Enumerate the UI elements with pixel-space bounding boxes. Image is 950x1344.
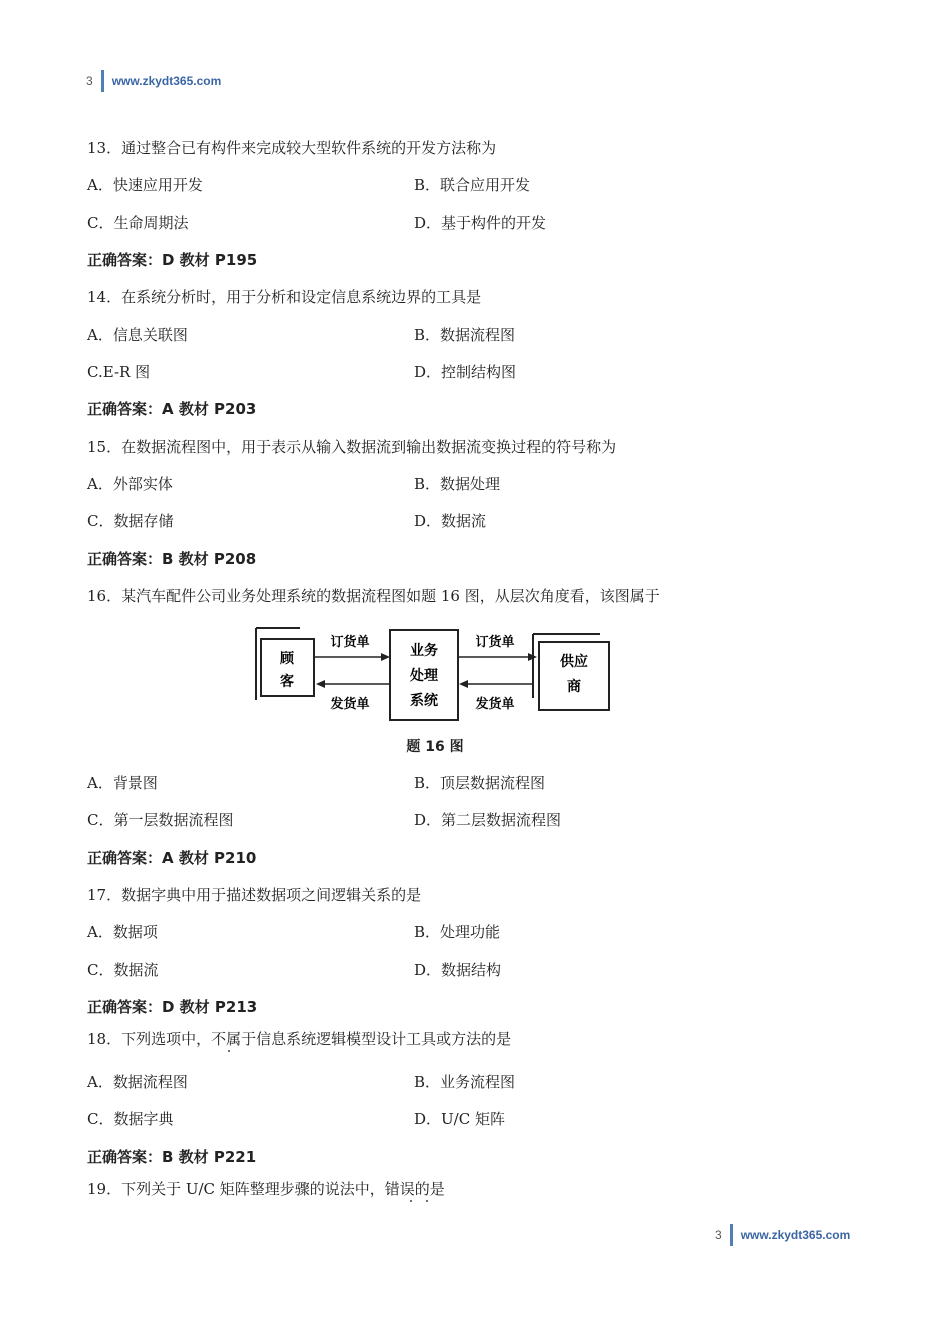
data-flow-diagram-svg: [250, 622, 620, 734]
page-footer: [715, 1224, 850, 1246]
flow-label-order-left: 订货单: [330, 635, 370, 650]
option-13-d: D．基于构件的开发: [414, 214, 547, 232]
emphasis-dot: [228, 1050, 230, 1052]
figure-caption: 题 16 图: [406, 739, 464, 755]
question-18: 18．下列选项中，不属于信息系统逻辑模型设计工具或方法的是: [87, 1030, 512, 1048]
question-15: 15．在数据流程图中，用于表示从输入数据流到输出数据流变换过程的符号称为: [87, 438, 617, 456]
footer-page-number: 3: [715, 1228, 722, 1242]
emphasis-dot: [426, 1200, 428, 1202]
option-16-b: B．顶层数据流程图: [414, 774, 546, 792]
answer-17: 正确答案：D 教材 P213: [87, 998, 258, 1016]
option-18-c: C．数据字典: [87, 1110, 174, 1128]
option-18-b: B．业务流程图: [414, 1073, 516, 1091]
answer-14: 正确答案：A 教材 P203: [87, 400, 257, 418]
question-13: 13．通过整合已有构件来完成较大型软件系统的开发方法称为: [87, 139, 497, 157]
answer-13: 正确答案：D 教材 P195: [87, 251, 258, 269]
option-15-a: A．外部实体: [87, 475, 173, 493]
option-15-c: C．数据存储: [87, 512, 174, 530]
left-entity-label-1: 顾: [280, 651, 294, 667]
question-17: 17．数据字典中用于描述数据项之间逻辑关系的是: [87, 886, 422, 904]
answer-16: 正确答案：A 教材 P210: [87, 849, 257, 867]
option-15-b: B．数据处理: [414, 475, 501, 493]
question-14: 14．在系统分析时，用于分析和设定信息系统边界的工具是: [87, 288, 482, 306]
question-16: 16．某汽车配件公司业务处理系统的数据流程图如题 16 图，从层次角度看，该图属于: [87, 587, 660, 605]
option-18-d: D．U/C 矩阵: [414, 1110, 505, 1128]
figure-16-data-flow-diagram: [250, 622, 620, 762]
arrowhead: [316, 680, 325, 688]
footer-site-link[interactable]: www.zkydt365.com: [740, 1228, 851, 1242]
option-13-a: A．快速应用开发: [87, 176, 203, 194]
flow-label-order-right: 订货单: [475, 635, 515, 650]
left-entity-label-2: 客: [280, 674, 294, 690]
header-page-number: 3: [86, 74, 93, 88]
option-13-b: B．联合应用开发: [414, 176, 531, 194]
option-18-a: A．数据流程图: [87, 1073, 188, 1091]
option-16-c: C．第一层数据流程图: [87, 811, 234, 829]
arrowhead: [459, 680, 468, 688]
footer-divider: [730, 1224, 733, 1246]
option-17-d: D．数据结构: [414, 961, 502, 979]
question-19: 19．下列关于 U/C 矩阵整理步骤的说法中，错误的是: [87, 1180, 445, 1198]
answer-18: 正确答案：B 教材 P221: [87, 1148, 257, 1166]
option-13-c: C．生命周期法: [87, 214, 189, 232]
emphasis-dot: [410, 1200, 412, 1202]
option-14-c: C.E-R 图: [87, 363, 151, 381]
answer-15: 正确答案：B 教材 P208: [87, 550, 257, 568]
arrowhead: [381, 653, 390, 661]
header-site-link[interactable]: www.zkydt365.com: [111, 74, 222, 88]
page-header: [86, 70, 221, 92]
flow-label-ship-right: 发货单: [475, 697, 515, 712]
option-14-b: B．数据流程图: [414, 326, 516, 344]
right-entity-label-2: 商: [567, 679, 581, 695]
right-entity-box: [539, 642, 609, 710]
process-label-3: 系统: [410, 693, 438, 709]
option-15-d: D．数据流: [414, 512, 487, 530]
option-17-a: A．数据项: [87, 923, 158, 941]
option-17-c: C．数据流: [87, 961, 159, 979]
right-entity-label-1: 供应: [560, 654, 588, 670]
option-14-a: A．信息关联图: [87, 326, 188, 344]
flow-label-ship-left: 发货单: [330, 697, 370, 712]
process-label-1: 业务: [410, 643, 438, 659]
option-16-a: A．背景图: [87, 774, 158, 792]
option-16-d: D．第二层数据流程图: [414, 811, 562, 829]
header-divider: [101, 70, 104, 92]
process-label-2: 处理: [410, 668, 438, 684]
option-17-b: B．处理功能: [414, 923, 501, 941]
option-14-d: D．控制结构图: [414, 363, 517, 381]
